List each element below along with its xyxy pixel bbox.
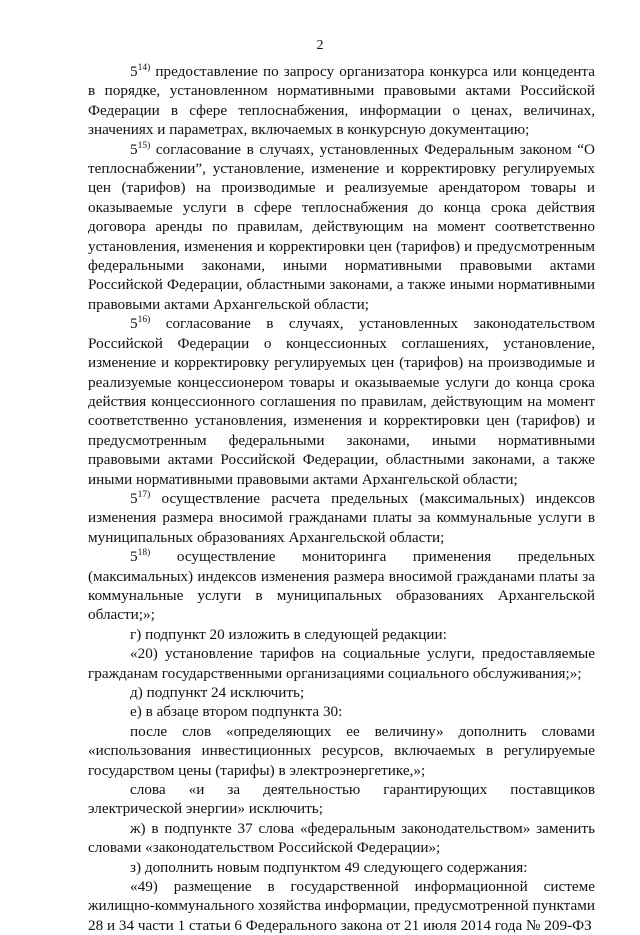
paragraph-text: слова «и за деятельностью гарантирующих поставщиков электрической энергии» исключить;: [88, 781, 595, 818]
paragraph-text: осуществление расчета предельных (максимальных) индексов изменения размера вносимой гражданами платы за коммунальные услуги в муниципальных образованиях Архангельской области;: [88, 489, 595, 546]
paragraph: [88, 644, 595, 683]
paragraph-text: осуществление мониторинга применения предельных (максимальных) индексов изменения размера вносимой гражданами платы за коммунальные услуги в муниципальных образованиях Архангельской области;»;: [88, 548, 595, 624]
paragraph: [88, 780, 595, 819]
item-number: 5: [130, 140, 138, 158]
paragraph: [88, 877, 595, 935]
paragraph: [88, 683, 595, 702]
item-number: 5: [130, 548, 138, 566]
paragraph: [88, 702, 595, 721]
paragraph-text: г) подпункт 20 изложить в следующей редакции:: [130, 625, 447, 643]
paragraph-text: согласование в случаях, установленных Федеральным законом “О теплоснабжении”, установление, изменение и корректировку регулируемых цен (тарифов) на производимые и реализуемые арендатором товары и оказываемые услуги в сфере теплоснабжения до конца срока действия договора аренды по правилам, действующим на момент соответственно установления, изменения и корректировки цен (тарифов) и предусмотренным федеральными законами, иными нормативными правовыми актами Российской Федерации, областными законами, а также иными нормативными правовыми актами Архангельской области;: [88, 140, 595, 313]
item-number: 5: [130, 489, 138, 507]
paragraph: [88, 140, 595, 315]
paragraph-text: е) в абзаце втором подпункта 30:: [130, 703, 343, 721]
paragraph-text: предоставление по запросу организатора конкурса или концедента в порядке, установленном нормативными правовыми актами Российской Федерации в сфере теплоснабжения, информации о ценах, величинах, значениях и параметрах, включаемых в конкурсную документацию;: [88, 63, 595, 139]
paragraph: [88, 547, 595, 625]
item-number-superscript: 18): [137, 548, 151, 559]
paragraph-text: ж) в подпункте 37 слова «федеральным законодательством» заменить словами «законодательством Российской Федерации»;: [88, 819, 595, 857]
paragraph: [88, 722, 595, 780]
item-number: 5: [130, 315, 138, 333]
paragraph: [88, 819, 595, 858]
paragraph: [88, 489, 595, 547]
item-number-superscript: 15): [137, 140, 151, 151]
item-number-superscript: 16): [137, 315, 151, 326]
page-number: 2: [316, 38, 324, 53]
paragraph: [88, 858, 595, 877]
paragraph: [88, 314, 595, 489]
paragraph-text: «49) размещение в государственной информационной системе жилищно-коммунального хозяйства информации, предусмотренной пунктами 28 и 34 части 1 статьи 6 Федерального закона от 21 июля 2014 года № 209-ФЗ: [88, 878, 595, 934]
paragraph-text: после слов «определяющих ее величину» дополнить словами «использования инвестиционных ресурсов, включаемых в регулируемые государством цены (тарифы) в электроэнергетике,»;: [88, 722, 595, 779]
paragraph-text: согласование в случаях, установленных законодательством Российской Федерации о концессионных соглашениях, установление, изменение и корректировку регулируемых цен (тарифов) на производимые и реализуемые концессионером товары и оказываемые услуги до конца срока действия концессионного соглашения по правилам, действующим на момент соответственно установления, изменения и корректировки цен (тарифов) и предусмотренным федеральными законами, иными нормативными правовыми актами Российской Федерации, областными законами, а также иными нормативными правовыми актами Архангельской области;: [88, 315, 595, 488]
paragraph: [88, 62, 595, 140]
paragraph-text: д) подпункт 24 исключить;: [130, 684, 305, 701]
document-body: [88, 62, 595, 935]
paragraph-text: «20) установление тарифов на социальные услуги, предоставляемые гражданам государственными организациями социального обслуживания;»;: [88, 645, 595, 682]
item-number-superscript: 14): [137, 62, 151, 73]
item-number: 5: [130, 63, 138, 80]
paragraph-text: з) дополнить новым подпунктом 49 следующего содержания:: [130, 858, 528, 876]
item-number-superscript: 17): [137, 489, 151, 500]
paragraph: [88, 625, 595, 644]
